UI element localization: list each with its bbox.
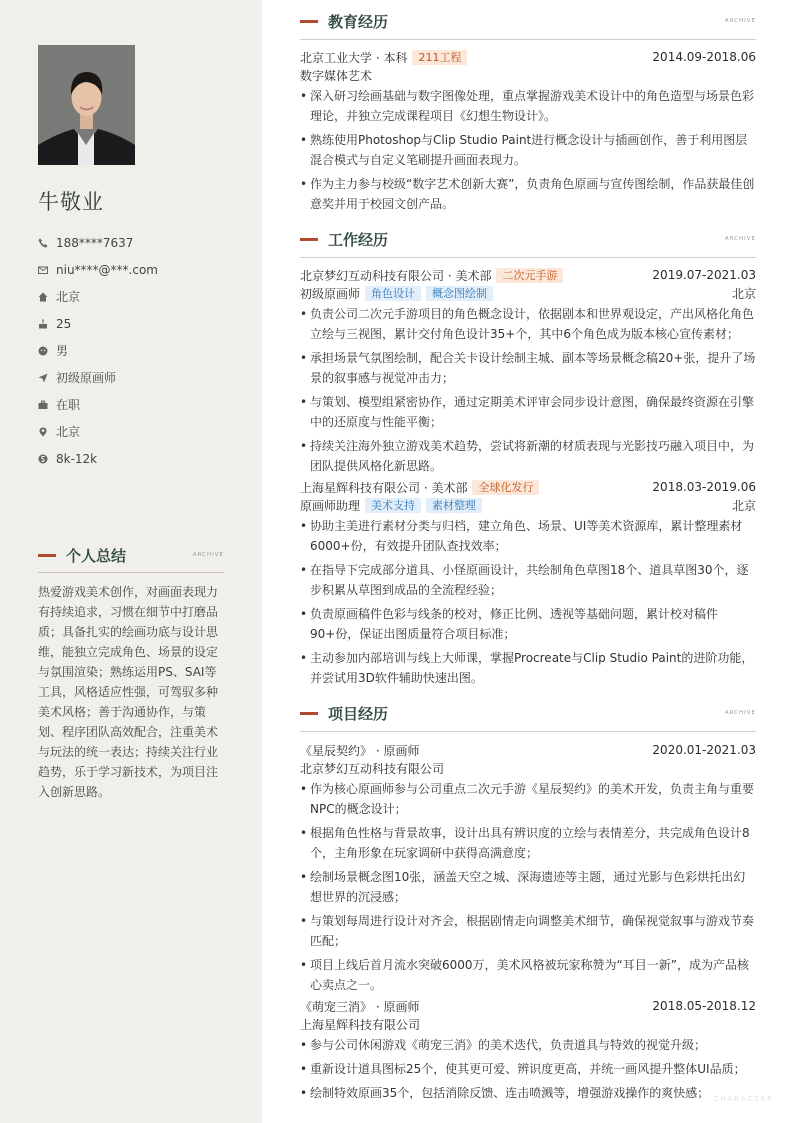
location-icon — [38, 427, 56, 437]
list-item: • 根据角色性格与背景故事，设计出具有辨识度的立绘与表情差分，共完成角色设计8个，主角形象在玩家调研中获得高满意度； — [300, 823, 756, 863]
section-accent-bar — [300, 712, 318, 715]
info-position — [38, 364, 238, 391]
job-bullets — [300, 516, 756, 688]
summary-text: 热爱游戏美术创作，对画面表现力有持续追求，习惯在细节中打磨品质；具备扎实的绘画功底与设计思维，能独立完成角色、场景的设定与氛围渲染；熟练运用PS、SAI等工具，风格适应性强，可驾驭多种美术风格；善于沟通协作，与策划、程序团队高效配合，注重美术与玩法的统一表达；持续关注行业趋势，乐于学习新技术，为项目注入创新思路。 — [38, 585, 219, 799]
project-entry — [300, 997, 756, 1107]
list-item: • 持续关注海外独立游戏美术趋势，尝试将新潮的材质表现与光影技巧融入项目中，为团队提供风格化新思路。 — [300, 436, 756, 476]
salary-text: 8k-12k — [56, 451, 98, 466]
age-text: 25 — [56, 316, 72, 331]
company-tag: 二次元手游 — [496, 268, 563, 283]
project-bullets — [300, 1035, 756, 1103]
home-text: 北京 — [56, 290, 81, 304]
school-tag: 211工程 — [412, 50, 467, 65]
watermark: CHARACTER — [713, 1095, 774, 1103]
job-date: 2019.07-2021.03 — [652, 268, 756, 282]
home-icon — [38, 292, 56, 302]
job-role: 初级原画师 — [300, 286, 361, 301]
archive-label: ARCHIVE — [724, 236, 756, 242]
job-entry — [300, 266, 756, 480]
list-item: • 熟练使用Photoshop与Clip Studio Paint进行概念设计与插画创作，善于利用图层混合模式与自定义笔刷提升画面表现力。 — [300, 130, 756, 170]
email-text: niu****@***.com — [56, 262, 158, 277]
skill-tag: 素材整理 — [426, 498, 482, 513]
list-item: • 协助主美进行素材分类与归档，建立角色、场景、UI等美术资源库，累计整理素材6000+份，有效提升团队查找效率； — [300, 516, 756, 556]
education-title: 教育经历 — [328, 13, 389, 31]
list-item: • 负责原画稿件色彩与线条的校对，修正比例、透视等基础问题，累计校对稿件90+份，保证出图质量符合项目标准； — [300, 604, 756, 644]
company-name: 北京梦幻互动科技有限公司 · 美术部 — [300, 268, 492, 283]
project-company: 上海星辉科技有限公司 — [300, 1017, 421, 1032]
project-bullets — [300, 779, 756, 995]
project-name: 《星辰契约》 · 原画师 — [300, 743, 420, 758]
status-text: 在职 — [56, 398, 81, 412]
list-item: • 作为主力参与校级“数字艺术创新大赛”，负责角色原画与宣传图绘制，作品获最佳创意奖并用于校园文创产品。 — [300, 174, 756, 214]
cake-icon — [38, 319, 56, 329]
section-divider — [300, 731, 756, 732]
list-item: • 在指导下完成部分道具、小怪原画设计，共绘制角色草图18个、道具草图30个，逐步积累从草图到成品的全流程经验； — [300, 560, 756, 600]
skill-tag: 美术支持 — [365, 498, 421, 513]
archive-label: ARCHIVE — [724, 710, 756, 716]
list-item: • 绘制场景概念图10张，涵盖天空之城、深海遗迹等主题，通过光影与色彩烘托出幻想世界的沉浸感； — [300, 867, 756, 907]
info-age — [38, 310, 238, 337]
education-bullets — [300, 86, 756, 214]
job-role: 原画师助理 — [300, 498, 361, 513]
skill-tag: 概念图绘制 — [426, 286, 493, 301]
section-divider — [38, 572, 224, 573]
profile-photo — [38, 45, 135, 165]
briefcase-icon — [38, 400, 56, 410]
info-location — [38, 418, 238, 445]
info-status — [38, 391, 238, 418]
list-item: • 承担场景气氛图绘制，配合关卡设计绘制主城、副本等场景概念稿20+张，提升了场景的叙事感与视觉冲击力； — [300, 348, 756, 388]
job-city: 北京 — [731, 498, 756, 513]
salary-icon — [38, 454, 56, 464]
project-title: 项目经历 — [328, 705, 389, 723]
section-accent-bar — [38, 554, 56, 557]
info-phone — [38, 229, 238, 256]
skill-tag: 角色设计 — [365, 286, 421, 301]
major: 数字媒体艺术 — [300, 68, 373, 83]
info-salary — [38, 445, 238, 472]
list-item: • 负责公司二次元手游项目的角色概念设计，依据剧本和世界观设定，产出风格化角色立绘与三视图，累计交付角色设计35+个，其中6个角色成为版本核心宣传素材； — [300, 304, 756, 344]
gender-text: 男 — [56, 344, 69, 358]
education-entry — [300, 48, 756, 218]
section-accent-bar — [300, 238, 318, 241]
project-company: 北京梦幻互动科技有限公司 — [300, 761, 445, 776]
project-date: 2020.01-2021.03 — [652, 743, 756, 757]
project-entry — [300, 741, 756, 999]
send-icon — [38, 373, 56, 383]
project-name: 《萌宠三消》 · 原画师 — [300, 999, 420, 1014]
education-date: 2014.09-2018.06 — [652, 50, 756, 64]
school-name: 北京工业大学 · 本科 — [300, 50, 408, 65]
section-divider — [300, 257, 756, 258]
list-item: • 参与公司休闲游戏《萌宠三消》的美术迭代，负责道具与特效的视觉升级； — [300, 1035, 756, 1055]
list-item: • 作为核心原画师参与公司重点二次元手游《星辰契约》的美术开发，负责主角与重要NPC的概念设计； — [300, 779, 756, 819]
job-entry — [300, 478, 756, 692]
location-text: 北京 — [56, 425, 81, 439]
info-gender — [38, 337, 238, 364]
candidate-name: 牛敬业 — [38, 190, 104, 214]
section-divider — [300, 39, 756, 40]
gender-icon — [38, 346, 56, 356]
sidebar — [0, 0, 262, 1123]
info-home — [38, 283, 238, 310]
list-item: • 主动参加内部培训与线上大师课，掌握Procreate与Clip Studio Paint的进阶功能，并尝试用3D软件辅助快速出图。 — [300, 648, 756, 688]
contact-info-list — [38, 229, 238, 472]
work-section-header — [300, 218, 756, 258]
list-item: • 重新设计道具图标25个，使其更可爱、辨识度更高，并统一画风提升整体UI品质； — [300, 1059, 756, 1079]
phone-icon — [38, 238, 56, 248]
list-item: • 深入研习绘画基础与数字图像处理，重点掌握游戏美术设计中的角色造型与场景色彩理论，并独立完成课程项目《幻想生物设计》。 — [300, 86, 756, 126]
portrait-image — [38, 45, 135, 165]
summary-title: 个人总结 — [66, 547, 127, 565]
list-item: • 绘制特效原画35个，包括消除反馈、连击喷溅等，增强游戏操作的爽快感； — [300, 1083, 756, 1103]
archive-label: ARCHIVE — [192, 552, 224, 558]
info-email — [38, 256, 238, 283]
position-text: 初级原画师 — [56, 371, 117, 385]
work-title: 工作经历 — [328, 231, 389, 249]
project-section-header — [300, 692, 756, 732]
mail-icon — [38, 265, 56, 275]
project-date: 2018.05-2018.12 — [652, 999, 756, 1013]
list-item: • 项目上线后首月流水突破6000万，美术风格被玩家称赞为“耳目一新”，成为产品核心卖点之一。 — [300, 955, 756, 995]
section-accent-bar — [300, 20, 318, 23]
job-bullets — [300, 304, 756, 476]
job-city: 北京 — [731, 286, 756, 301]
list-item: • 与策划每周进行设计对齐会，根据剧情走向调整美术细节，确保视觉叙事与游戏节奏匹配； — [300, 911, 756, 951]
company-name: 上海星辉科技有限公司 · 美术部 — [300, 480, 468, 495]
list-item: • 与策划、模型组紧密协作，通过定期美术评审会同步设计意图，确保最终资源在引擎中的还原度与性能平衡； — [300, 392, 756, 432]
phone-text: 188****7637 — [56, 235, 134, 250]
job-date: 2018.03-2019.06 — [652, 480, 756, 494]
archive-label: ARCHIVE — [724, 18, 756, 24]
company-tag: 全球化发行 — [472, 480, 539, 495]
education-section-header — [300, 0, 756, 40]
